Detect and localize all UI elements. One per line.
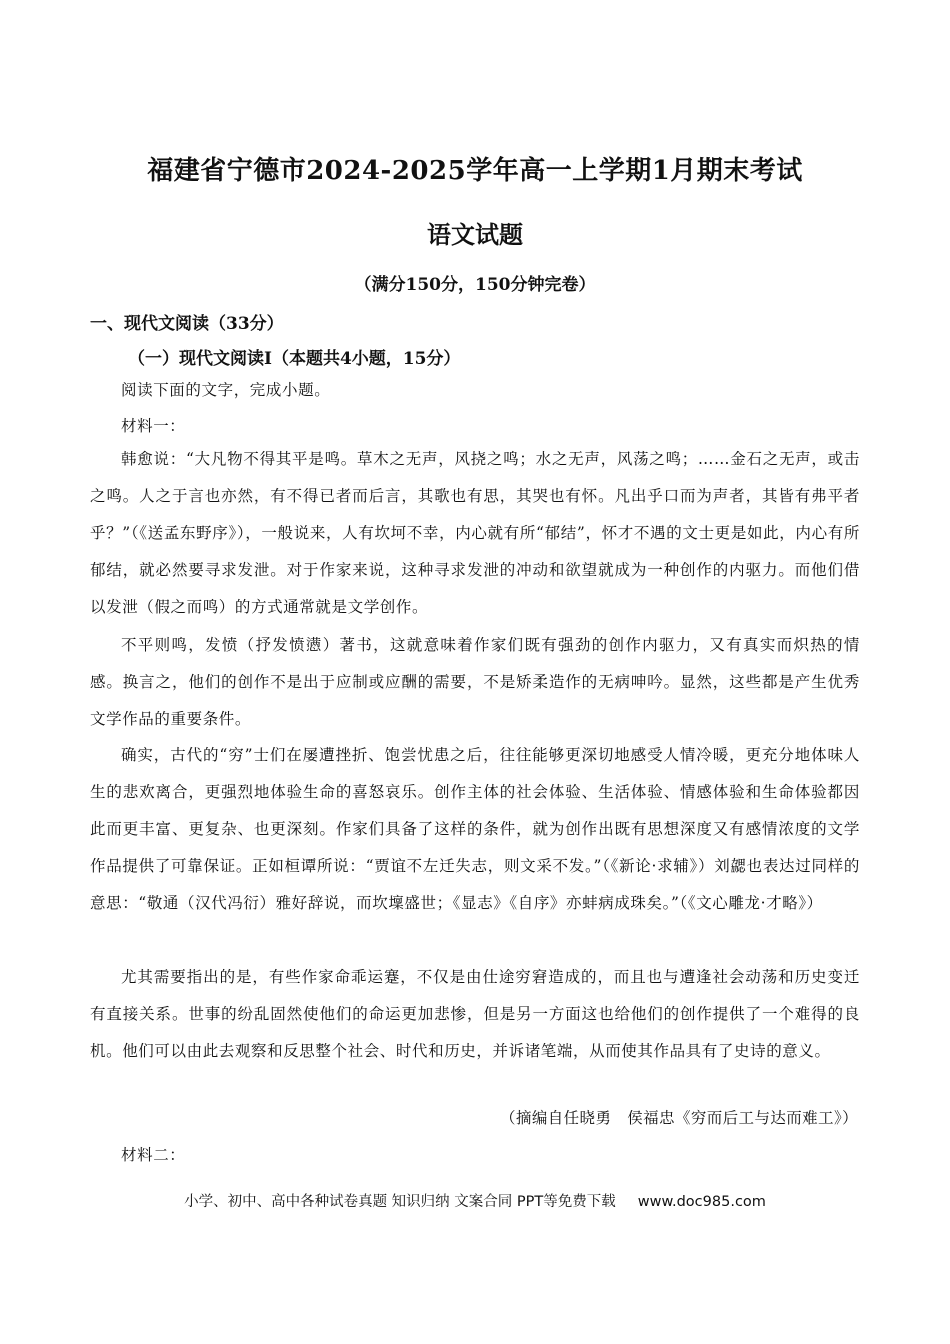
paragraph: 确实，古代的“穷”士们在屡遭挫折、饱尝忧患之后，往往能够更深切地感受人情冷暖，更充分地体味人生的悲欢离合，更强烈地体验生命的喜怒哀乐。创作主体的社会体验、生活体验、情感体验和生命体验都因此而更丰富、更复杂、也更深刻。作家们具备了这样的条件，就为创作出既有思想深度又有感情浓度的文学作品提供了可靠保证。正如桓谭所说：“贾谊不左迁失志，则文采不发。”（《新论·求辅》）刘勰也表达过同样的意思：“敬通（汉代冯衍）雅好辞说，而坎壈盛世；《显志》《自序》亦蚌病成珠矣。”（《文心雕龙·才略》） (90, 746, 860, 912)
footer-link[interactable]: www.doc985.com (637, 1194, 766, 1210)
source-citation: （摘编自任晓勇 侯福忠《穷而后工与达而难工》） (500, 1109, 858, 1127)
footer-text: 小学、初中、高中各种试卷真题 知识归纳 文案合同 PPT等免费下载 (184, 1194, 616, 1210)
exam-note: （满分150分，150分钟完卷） (354, 275, 596, 295)
paragraph: 尤其需要指出的是，有些作家命乖运蹇，不仅是由仕途穷窘造成的，而且也与遭逢社会动荡和历史变迁有直接关系。世事的纷乱固然使他们的命运更加悲惨，但是另一方面这也给他们的创作提供了一个难得的良机。他们可以由此去观察和反思整个社会、时代和历史，并诉诸笔端，从而使其作品具有了史诗的意义。 (90, 968, 860, 1060)
material-label: 材料二： (121, 1146, 186, 1164)
instruction-text: 阅读下面的文字，完成小题。 (121, 381, 331, 399)
paragraph: 不平则鸣，发愤（抒发愤懑）著书，这就意味着作家们既有强劲的创作内驱力，又有真实而炽热的情感。换言之，他们的创作不是出于应制或应酬的需要，不是矫柔造作的无病呻吟。显然，这些都是产生优秀文学作品的重要条件。 (90, 636, 860, 728)
subsection-heading: （一）现代文阅读Ⅰ（本题共4小题，15分） (128, 349, 461, 369)
section-heading: 一、现代文阅读（33分） (90, 314, 284, 334)
exam-title: 福建省宁德市2024-2025学年高一上学期1月期末考试 (147, 156, 803, 186)
page-footer (0, 1190, 950, 1211)
material-label: 材料一： (121, 417, 186, 435)
paragraph: 韩愈说：“大凡物不得其平是鸣。草木之无声，风挠之鸣；水之无声，风荡之鸣；……金石之无声，或击之鸣。人之于言也亦然，有不得已者而后言，其歌也有思，其哭也有怀。凡出乎口而为声者，其皆有弗平者乎？”（《送孟东野序》），一般说来，人有坎坷不幸，内心就有所“郁结”，怀才不遇的文士更是如此，内心有所郁结，就必然要寻求发泄。对于作家来说，这种寻求发泄的冲动和欲望就成为一种创作的内驱力。而他们借以发泄（假之而鸣）的方式通常就是文学创作。 (90, 450, 860, 616)
exam-subtitle: 语文试题 (427, 220, 523, 249)
